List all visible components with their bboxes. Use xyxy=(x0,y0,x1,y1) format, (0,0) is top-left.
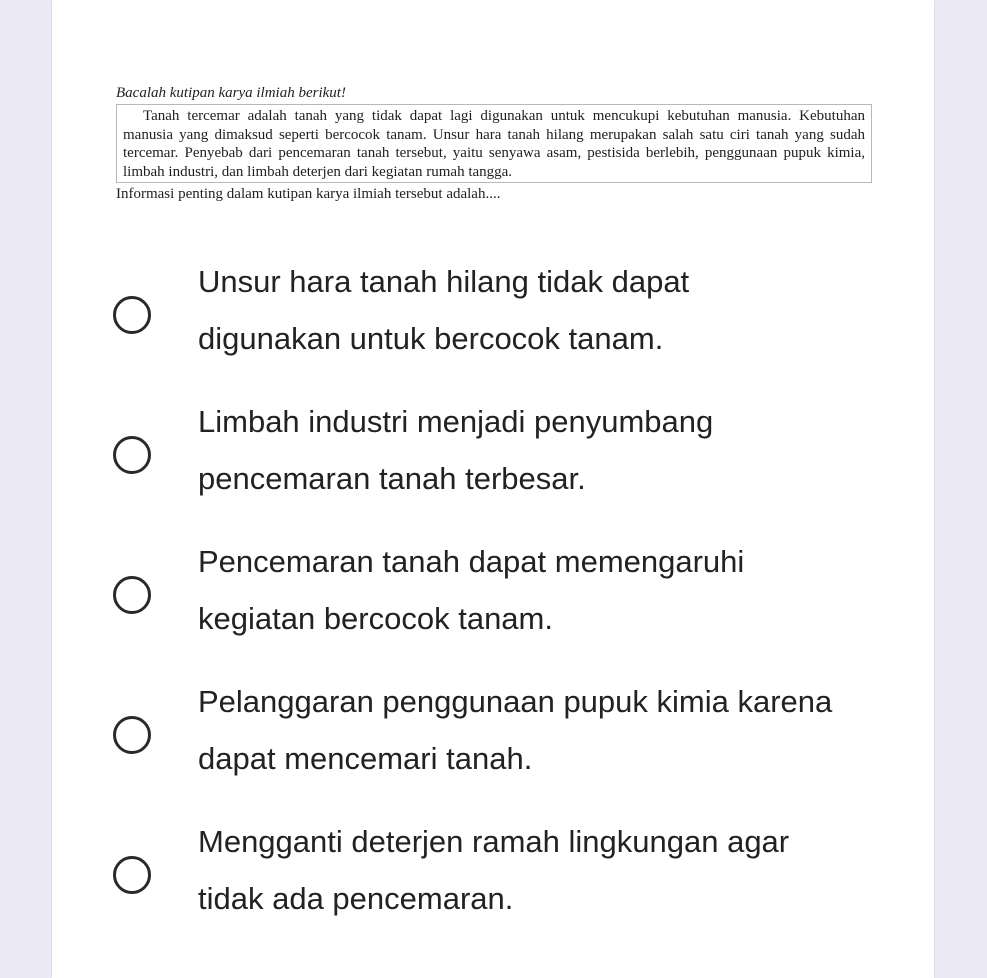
radio-button[interactable] xyxy=(113,436,151,474)
option-3[interactable] xyxy=(110,533,850,653)
radio-button[interactable] xyxy=(113,856,151,894)
question-intro: Bacalah kutipan karya ilmiah berikut! xyxy=(116,85,346,101)
radio-button[interactable] xyxy=(113,576,151,614)
option-4[interactable] xyxy=(110,673,850,793)
option-5[interactable] xyxy=(110,813,850,933)
question-prompt: Informasi penting dalam kutipan karya ilmiah tersebut adalah.... xyxy=(116,186,501,203)
radio-button[interactable] xyxy=(113,296,151,334)
option-label: Mengganti deterjen ramah lingkungan agar tidak ada pencemaran. xyxy=(198,824,790,916)
question-block xyxy=(116,84,872,204)
excerpt-box: Tanah tercemar adalah tanah yang tidak dapat lagi digunakan untuk mencukupi kebutuhan manusia. Kebutuhan manusia yang dimaksud seperti bercocok tanam. Unsur hara tanah hilang merupakan salah satu ciri tanah yang sudah tercemar. Penyebab dari pencemaran tanah tersebut, yaitu senyawa asam, pestisida berlebih, penggunaan pupuk kimia, limbah industri, dan limbah deterjen dari kegiatan rumah tangga. xyxy=(116,104,872,183)
radio-button[interactable] xyxy=(113,716,151,754)
option-label: Limbah industri menjadi penyumbang pencemaran tanah terbesar. xyxy=(198,404,714,496)
option-label: Pencemaran tanah dapat memengaruhi kegiatan bercocok tanam. xyxy=(198,544,745,636)
option-1[interactable] xyxy=(110,253,850,373)
option-2[interactable] xyxy=(110,393,850,513)
option-label: Unsur hara tanah hilang tidak dapat digunakan untuk bercocok tanam. xyxy=(198,264,690,356)
option-label: Pelanggaran penggunaan pupuk kimia karena dapat mencemari tanah. xyxy=(198,684,833,776)
